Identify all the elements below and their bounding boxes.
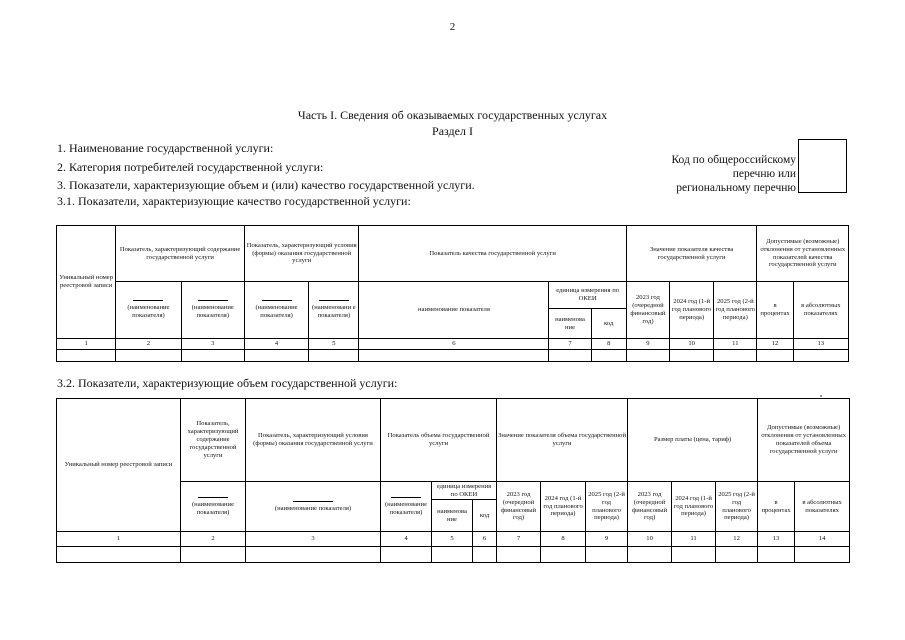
blank-line bbox=[293, 501, 333, 502]
column-number: 1 bbox=[57, 339, 116, 350]
empty-cell[interactable] bbox=[181, 350, 244, 362]
empty-cell[interactable] bbox=[758, 547, 795, 563]
empty-cell[interactable] bbox=[57, 350, 116, 362]
column-number: 13 bbox=[793, 339, 848, 350]
blank-line bbox=[391, 497, 421, 498]
empty-cell[interactable] bbox=[714, 350, 757, 362]
fee-2024-header: 2024 год (1-й год планового периода) bbox=[672, 482, 716, 532]
conditions-indicator-header: Показатель, характеризующий условия (формы) оказания государственной услуги bbox=[244, 226, 359, 282]
year-2025-header: 2025 год (2-й год планового периода) bbox=[714, 282, 757, 339]
empty-cell[interactable] bbox=[591, 350, 626, 362]
content-name-1-label: (наименование показателя) bbox=[127, 304, 170, 319]
conditions-name bbox=[246, 482, 381, 532]
volume-table bbox=[56, 398, 850, 563]
empty-cell[interactable] bbox=[716, 547, 758, 563]
empty-cell[interactable] bbox=[246, 547, 381, 563]
indicator-name-header: наименование показателя bbox=[359, 282, 549, 339]
code-label bbox=[640, 153, 796, 195]
empty-cell[interactable] bbox=[244, 350, 308, 362]
column-number: 4 bbox=[381, 532, 432, 547]
column-number: 12 bbox=[757, 339, 793, 350]
conditions-name-2-label: (наименовани е показателя) bbox=[312, 304, 356, 319]
fee-header: Размер платы (цена, тариф) bbox=[628, 399, 758, 482]
content-indicator-header: Показатель, характеризующий содержание государственной услуги bbox=[181, 399, 246, 482]
column-number: 7 bbox=[549, 339, 591, 350]
column-number: 9 bbox=[586, 532, 628, 547]
page-number: 2 bbox=[449, 21, 456, 33]
quality-value-header: Значение показателя качества государственной услуги bbox=[626, 226, 757, 282]
year-2023-header: 2023 год (очередной финансовый год) bbox=[497, 482, 541, 532]
column-number: 8 bbox=[541, 532, 586, 547]
column-number: 14 bbox=[795, 532, 850, 547]
empty-cell[interactable] bbox=[672, 547, 716, 563]
empty-cell[interactable] bbox=[541, 547, 586, 563]
conditions-indicator-header: Показатель, характеризующий условия (формы) оказания государственной услуги bbox=[246, 399, 381, 482]
empty-cell[interactable] bbox=[586, 547, 628, 563]
percent-header: в процентах bbox=[758, 482, 795, 532]
year-2025-header: 2025 год (2-й год планового периода) bbox=[586, 482, 628, 532]
column-number: 5 bbox=[309, 339, 359, 350]
section-title: Раздел I bbox=[432, 124, 473, 138]
empty-cell[interactable] bbox=[670, 350, 714, 362]
unit-code-header: код bbox=[591, 309, 626, 339]
empty-cell[interactable] bbox=[628, 547, 672, 563]
year-2023-header: 2023 год (очередной финансовый год) bbox=[626, 282, 669, 339]
column-number: 8 bbox=[591, 339, 626, 350]
empty-cell[interactable] bbox=[309, 350, 359, 362]
content-name-label: (наименование показателя) bbox=[191, 500, 235, 516]
code-box[interactable] bbox=[798, 139, 847, 193]
scan-speck bbox=[820, 395, 822, 397]
part-title: Часть I. Сведения об оказываемых государственных услугах bbox=[297, 108, 608, 122]
empty-cell[interactable] bbox=[626, 350, 669, 362]
conditions-name-2 bbox=[309, 282, 359, 339]
service-name-item: 1. Наименование государственной услуги: bbox=[57, 141, 274, 155]
conditions-name-label: (наименование показателя) bbox=[274, 504, 352, 512]
year-2024-header: 2024 год (1-й год планового периода) bbox=[541, 482, 586, 532]
volume-indicators-item: 3.2. Показатели, характеризующие объем государственной услуги: bbox=[57, 376, 398, 390]
blank-line bbox=[198, 300, 228, 301]
deviation-header: Допустимые (возможные) отклонения от установленных показателей качества государственной услуги bbox=[757, 226, 849, 282]
column-number: 11 bbox=[714, 339, 757, 350]
year-2024-header: 2024 год (1-й год планового периода) bbox=[670, 282, 714, 339]
quality-table bbox=[56, 225, 849, 362]
content-name-2-label: (наименование показателя) bbox=[191, 304, 234, 319]
column-number: 11 bbox=[672, 532, 716, 547]
unique-number-header: Уникальный номер реестровой записи bbox=[57, 226, 116, 339]
code-label-line-1: Код по общероссийскому bbox=[671, 154, 796, 166]
blank-line bbox=[262, 300, 292, 301]
column-number: 10 bbox=[628, 532, 672, 547]
blank-line bbox=[133, 300, 163, 301]
column-number: 13 bbox=[758, 532, 795, 547]
indicator-name-label: (наименование показателя) bbox=[384, 500, 428, 516]
empty-cell[interactable] bbox=[359, 350, 549, 362]
empty-cell[interactable] bbox=[181, 547, 246, 563]
empty-cell[interactable] bbox=[116, 350, 181, 362]
column-number: 9 bbox=[626, 339, 669, 350]
column-number: 6 bbox=[473, 532, 497, 547]
content-name-2 bbox=[181, 282, 244, 339]
column-number: 3 bbox=[246, 532, 381, 547]
empty-cell[interactable] bbox=[57, 547, 181, 563]
code-label-line-3: региональному перечню bbox=[676, 182, 796, 194]
empty-cell[interactable] bbox=[497, 547, 541, 563]
blank-line bbox=[198, 497, 228, 498]
unit-code-header: код bbox=[473, 500, 497, 532]
unit-name-header: наименова ние bbox=[432, 500, 473, 532]
empty-cell[interactable] bbox=[549, 350, 591, 362]
unique-number-header: Уникальный номер реестровой записи bbox=[57, 399, 181, 532]
unit-okei-header: единица измерения по ОКЕИ bbox=[549, 282, 626, 309]
column-number: 6 bbox=[359, 339, 549, 350]
volume-indicator-header: Показатель объема государственной услуги bbox=[381, 399, 497, 482]
column-number: 12 bbox=[716, 532, 758, 547]
empty-cell[interactable] bbox=[473, 547, 497, 563]
quality-indicators-item: 3.1. Показатели, характеризующие качество государственной услуги: bbox=[57, 194, 411, 208]
absolute-header: в абсолютных показателях bbox=[793, 282, 848, 339]
empty-cell[interactable] bbox=[381, 547, 432, 563]
column-number: 5 bbox=[432, 532, 473, 547]
column-number: 1 bbox=[57, 532, 181, 547]
column-number: 10 bbox=[670, 339, 714, 350]
fee-2023-header: 2023 год (очередной финансовый год) bbox=[628, 482, 672, 532]
empty-cell[interactable] bbox=[793, 350, 848, 362]
empty-cell[interactable] bbox=[795, 547, 850, 563]
column-number: 3 bbox=[181, 339, 244, 350]
absolute-header: в абсолютных показателях bbox=[795, 482, 850, 532]
content-name-1 bbox=[116, 282, 181, 339]
unit-okei-header: единица измерения по ОКЕИ bbox=[432, 482, 497, 500]
indicators-item: 3. Показатели, характеризующие объем и (или) качество государственной услуги. bbox=[57, 178, 475, 192]
empty-cell[interactable] bbox=[757, 350, 793, 362]
percent-header: в процентах bbox=[757, 282, 793, 339]
fee-2025-header: 2025 год (2-й год планового периода) bbox=[716, 482, 758, 532]
quality-indicator-header: Показатель качества государственной услуги bbox=[359, 226, 626, 282]
unit-name-header: наименова ние bbox=[549, 309, 591, 339]
code-label-line-2: перечню или bbox=[732, 168, 796, 180]
column-number: 2 bbox=[181, 532, 246, 547]
content-name bbox=[181, 482, 246, 532]
conditions-name-1-label: (наименование показателя) bbox=[255, 304, 298, 319]
empty-cell[interactable] bbox=[432, 547, 473, 563]
indicator-name-header bbox=[381, 482, 432, 532]
content-indicator-header: Показатель, характеризующий содержание государственной услуги bbox=[116, 226, 245, 282]
conditions-name-1 bbox=[244, 282, 308, 339]
deviation-header: Допустимые (возможные) отклонения от установленных показателей объема государственной услуги bbox=[758, 399, 850, 482]
column-number: 4 bbox=[244, 339, 308, 350]
column-number: 7 bbox=[497, 532, 541, 547]
column-number: 2 bbox=[116, 339, 181, 350]
consumer-category-item: 2. Категория потребителей государственной услуги: bbox=[57, 160, 324, 174]
blank-line bbox=[319, 300, 349, 301]
volume-value-header: Значение показателя объема государственной услуги bbox=[497, 399, 628, 482]
